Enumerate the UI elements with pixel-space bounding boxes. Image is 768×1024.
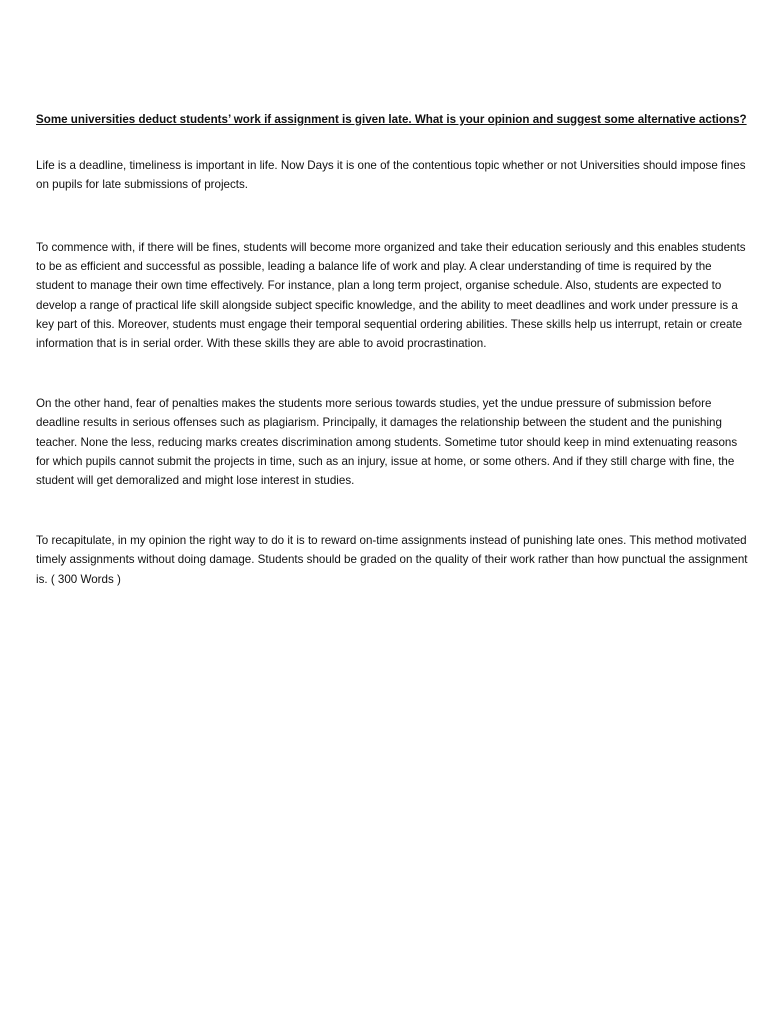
essay-body [36, 112, 752, 589]
essay-question: Some universities deduct students’ work if assignment is given late. What is your opinion and suggest some alternative actions? [36, 113, 747, 126]
paragraph-conclusion: To recapitulate, in my opinion the right way to do it is to reward on-time assignments instead of punishing late ones. This method motivated timely assignments without doing damage. Students should be graded on the quality of their work rather than how punctual the assignment is. ( 300 Words ) [36, 534, 748, 586]
paragraph-arguments-for: To commence with, if there will be fines, students will become more organized and take their education seriously and this enables students to be as efficient and successful as possible, leading a balance life of work and play. A clear understanding of time is required by the student to manage their own time effectively. For instance, plan a long term project, organise schedule. Also, students are expected to develop a range of practical life skill alongside subject specific knowledge, and the ability to meet deadlines and work under pressure is a key part of this. Moreover, students must engage their temporal sequential ordering abilities. These skills help us interrupt, retain or create information that is in serial order. With these skills they are able to avoid procrastination. [36, 240, 746, 350]
paragraph-arguments-against: On the other hand, fear of penalties makes the students more serious towards studies, yet the undue pressure of submission before deadline results in serious offenses such as plagiarism. Principally, it damages the relationship between the student and the punishing teacher. None the less, reducing marks creates discrimination among students. Sometime tutor should keep in mind extenuating reasons for which pupils cannot submit the projects in time, such as an injury, issue at home, or some others. And if they still charge with fine, the student will get demoralized and might lose interest in studies. [36, 397, 738, 487]
paragraph-introduction: Life is a deadline, timeliness is important in life. Now Days it is one of the contentious topic whether or not Universities should impose fines on pupils for late submissions of projects. [36, 158, 746, 191]
